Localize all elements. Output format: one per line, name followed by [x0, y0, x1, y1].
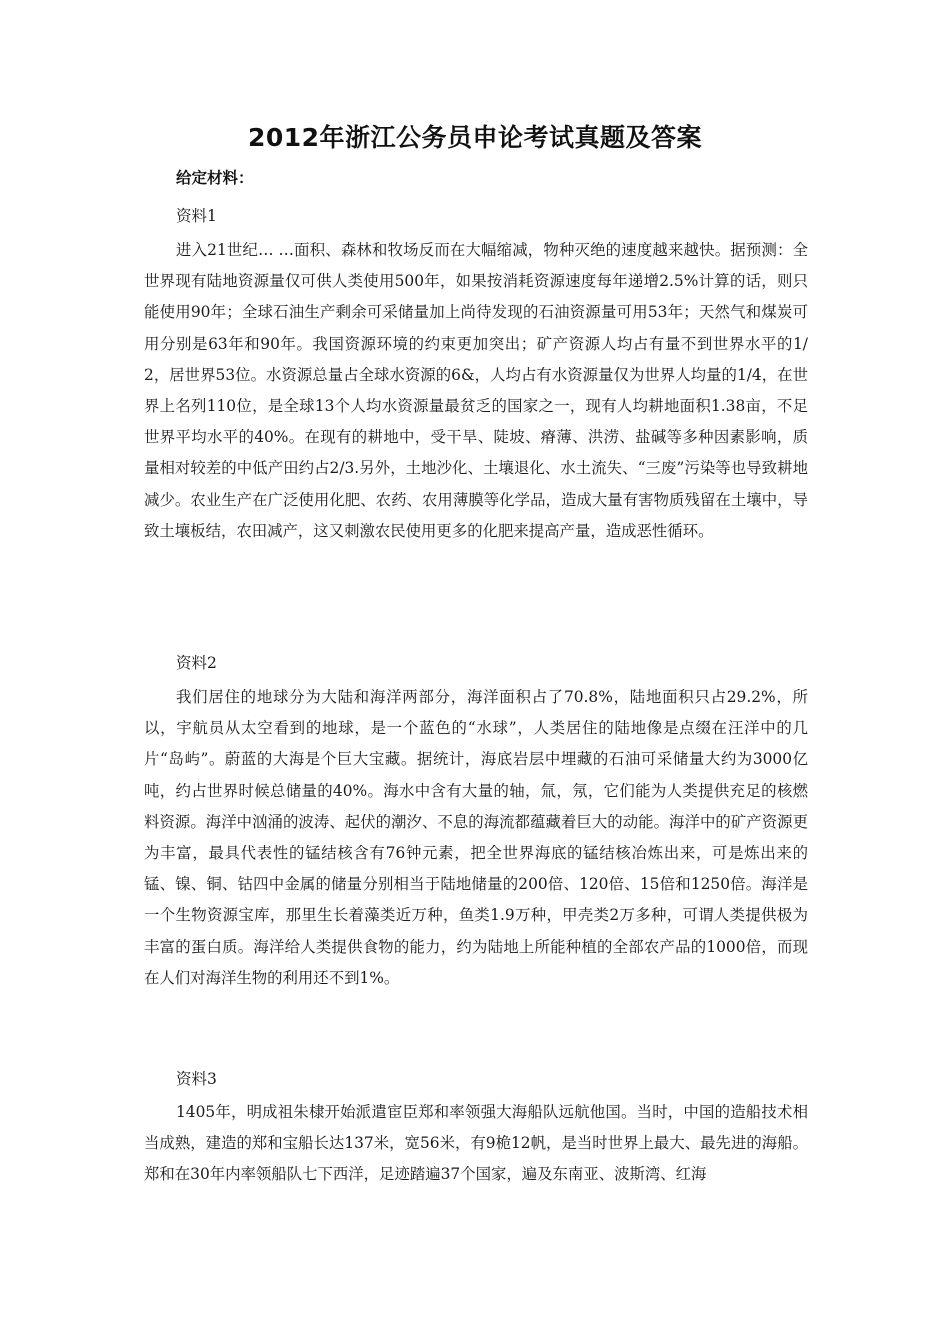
section-paragraph-1: 进入21世纪… …面积、森林和牧场反而在大幅缩减，物种灭绝的速度越来越快。据预测：全世界现有陆地资源量仅可供人类使用500年，如果按消耗资源速度每年递增2.5%计算的话，则只能使用90年；全球石油生产剩余可采储量加上尚待发现的石油资源量可用53年；天然气和煤炭可用分别是63年和90年。我国资源环境的约束更加突出；矿产资源人均占有量不到世界水平的1/2，居世界53位。水资源总量占全球水资源的6&，人均占有水资源量仅为世界人均量的1/4，在世界上名列110位，是全球13个人均水资源量最贫乏的国家之一，现有人均耕地面积1.38亩，不足世界平均水平的40%。在现有的耕地中，受干旱、陡坡、瘠薄、洪涝、盐碱等多种因素影响，质量相对较差的中低产田约占2/3.另外，土地沙化、土壤退化、水土流失、“三废”污染等也导致耕地减少。农业生产在广泛使用化肥、农药、农用薄膜等化学品，造成大量有害物质残留在土壤中，导致土壤板结，农田减产，这又刺激农民使用更多的化肥来提高产量，造成恶性循环。: [144, 241, 808, 540]
section-paragraph-2: 我们居住的地球分为大陆和海洋两部分，海洋面积占了70.8%，陆地面积只占29.2%，所以，宇航员从太空看到的地球，是一个蓝色的“水球”，人类居住的陆地像是点缀在汪洋中的几片“岛屿”。蔚蓝的大海是个巨大宝藏。据统计，海底岩层中埋藏的石油可采储量大约为3000亿吨，约占世界时候总储量的40%。海水中含有大量的轴，氚，氖，它们能为人类提供充足的核燃料资源。海洋中汹涌的波涛、起伏的潮汐、不息的海流都蕴藏着巨大的动能。海洋中的矿产资源更为丰富，最具代表性的锰结核含有76钟元素，把全世界海底的锰结核冶炼出来，可是炼出来的锰、镍、铜、钴四中金属的储量分别相当于陆地储量的200倍、120倍、15倍和1250倍。海洋是一个生物资源宝库，那里生长着藻类近万种，鱼类1.9万种，甲壳类2万多种，可谓人类提供极为丰富的蛋白质。海洋给人类提供食物的能力，约为陆地上所能种植的全部农产品的1000倍，而现在人们对海洋生物的利用还不到1%。: [144, 688, 808, 987]
section-label-2: 资料2: [176, 654, 217, 672]
section-paragraph-3: 1405年，明成祖朱棣开始派遣宦臣郑和率领强大海船队远航他国。当时，中国的造船技术相当成熟，建造的郑和宝船长达137米，宽56米，有9桅12帆，是当时世界上最大、最先进的海船。郑和在30年内率领船队七下西洋，足迹踏遍37个国家，遍及东南亚、波斯湾、红海: [144, 1103, 808, 1184]
section-label-3: 资料3: [176, 1070, 217, 1088]
given-materials-label: 给定材料：: [176, 169, 254, 187]
section-label-1: 资料1: [176, 207, 217, 225]
document-title: 2012年浙江公务员申论考试真题及答案: [247, 123, 703, 152]
